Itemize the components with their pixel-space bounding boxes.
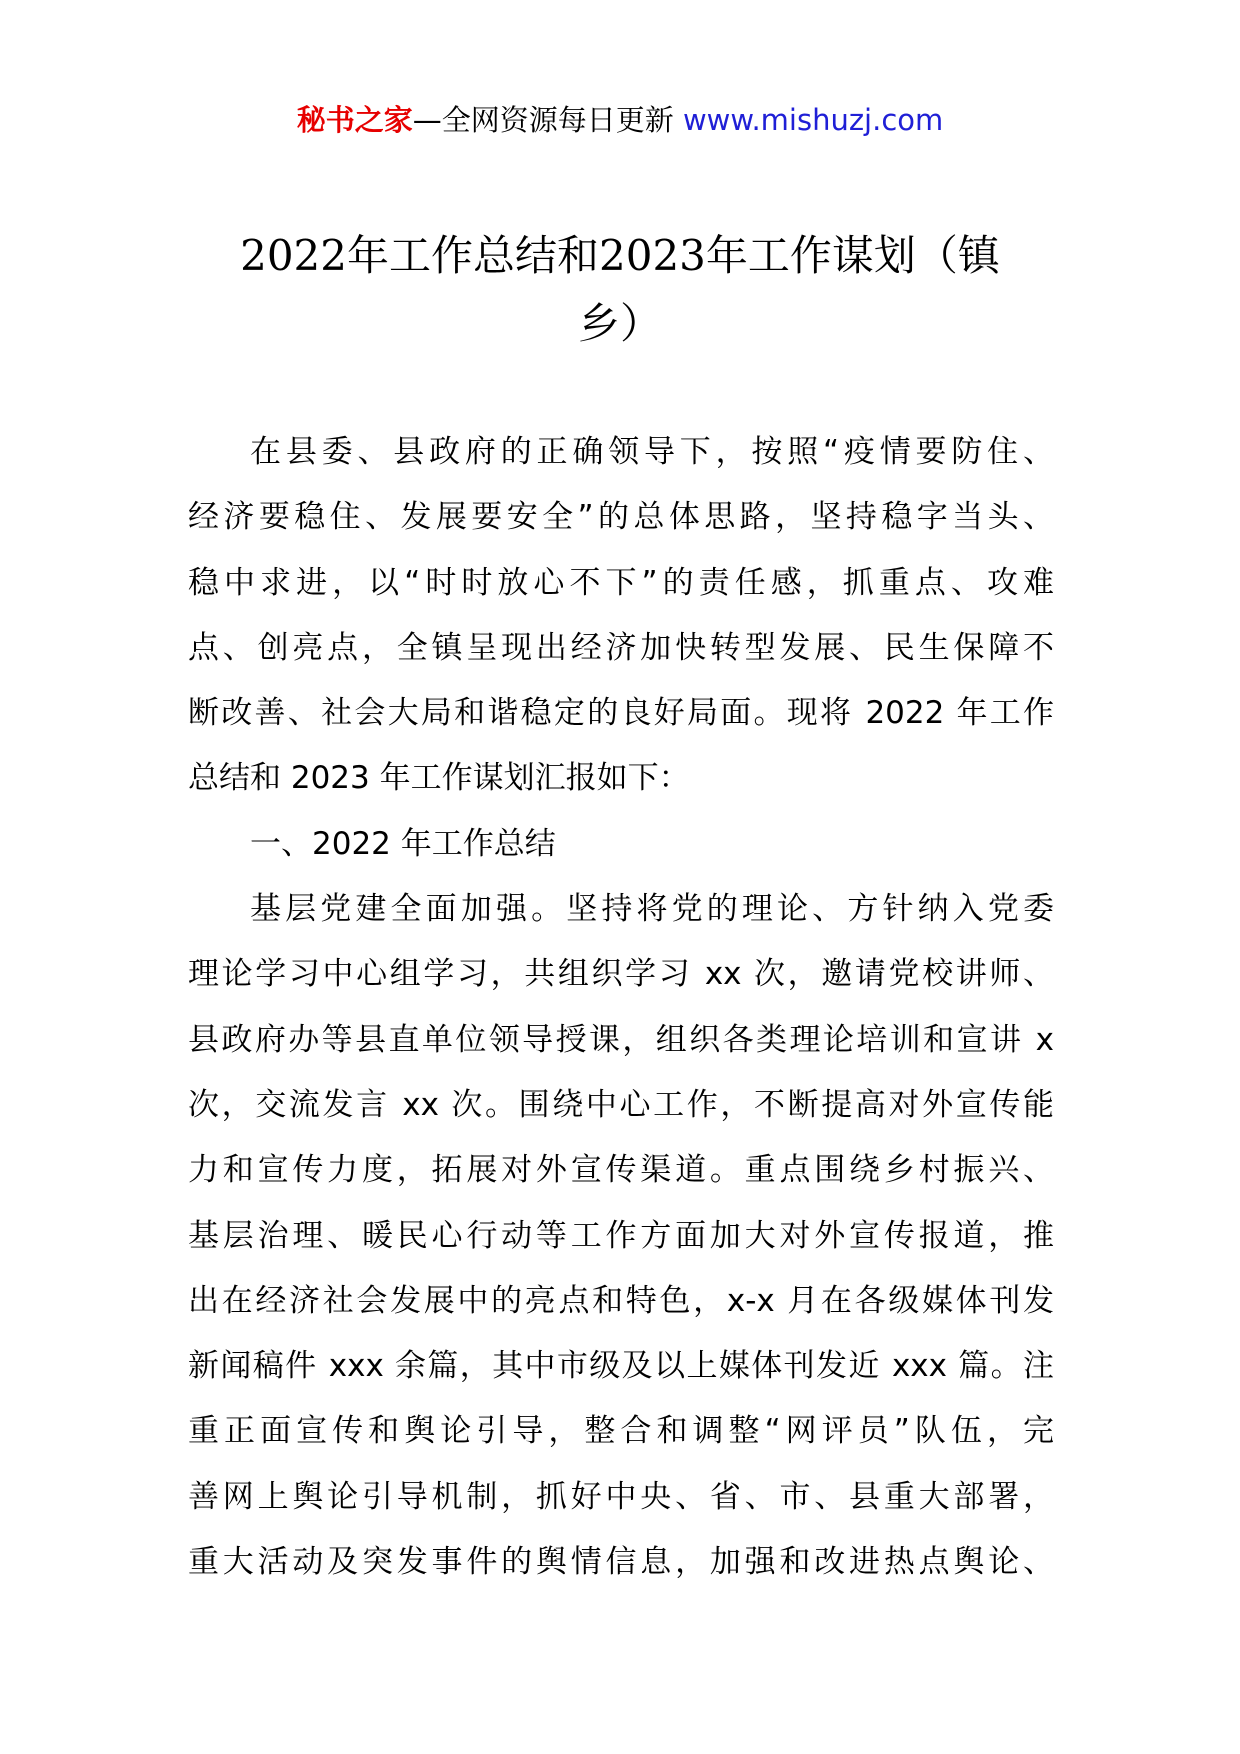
section-line: 理论学习中心组学习，共组织学习 xx 次，邀请党校讲师、 [188,956,1054,993]
section-heading: 一、2022 年工作总结 [250,825,556,862]
site-slogan: —全网资源每日更新 [412,103,683,137]
intro-paragraph [188,420,1054,812]
section-line: 善网上舆论引导机制，抓好中央、省、市、县重大部署， [188,1478,1054,1515]
title-line-1: 2022年工作总结和2023年工作谋划（镇 [240,231,1000,280]
section-line: 力和宣传力度，拓展对外宣传渠道。重点围绕乡村振兴、 [188,1152,1054,1189]
intro-line: 点、创亮点，全镇呈现出经济加快转型发展、民生保障不 [188,629,1054,666]
intro-line: 经济要稳住、发展要安全”的总体思路，坚持稳字当头、 [188,499,1054,536]
section-line: 基层党建全面加强。坚持将党的理论、方针纳入党委 [250,891,1054,928]
site-brand: 秘书之家 [296,103,413,137]
intro-line: 总结和 2023 年工作谋划汇报如下： [188,760,690,797]
section-line: 县政府办等县直单位领导授课，组织各类理论培训和宣讲 x [188,1021,1054,1058]
intro-line: 断改善、社会大局和谐稳定的良好局面。现将 2022 年工作 [188,695,1054,732]
section-line: 基层治理、暖民心行动等工作方面加大对外宣传报道，推 [188,1217,1054,1254]
intro-line: 稳中求进，以“时时放心不下”的责任感，抓重点、攻难 [188,564,1054,601]
title-line-2: 乡） [577,299,662,348]
site-url[interactable]: www.mishuzj.com [682,103,944,137]
site-header [0,98,1240,142]
section-line: 次，交流发言 xx 次。围绕中心工作，不断提高对外宣传能 [188,1086,1054,1123]
section-paragraph [188,877,1054,1595]
section-line: 出在经济社会发展中的亮点和特色，x-x 月在各级媒体刊发 [188,1282,1054,1319]
section-line: 重正面宣传和舆论引导，整合和调整“网评员”队伍，完 [188,1413,1054,1450]
section-line: 重大活动及突发事件的舆情信息，加强和改进热点舆论、 [188,1544,1054,1581]
intro-line: 在县委、县政府的正确领导下，按照“疫情要防住、 [250,434,1054,470]
document-title [200,222,1040,358]
document-body [188,420,1054,1595]
section-line: 新闻稿件 xxx 余篇，其中市级及以上媒体刊发近 xxx 篇。注 [188,1348,1054,1385]
